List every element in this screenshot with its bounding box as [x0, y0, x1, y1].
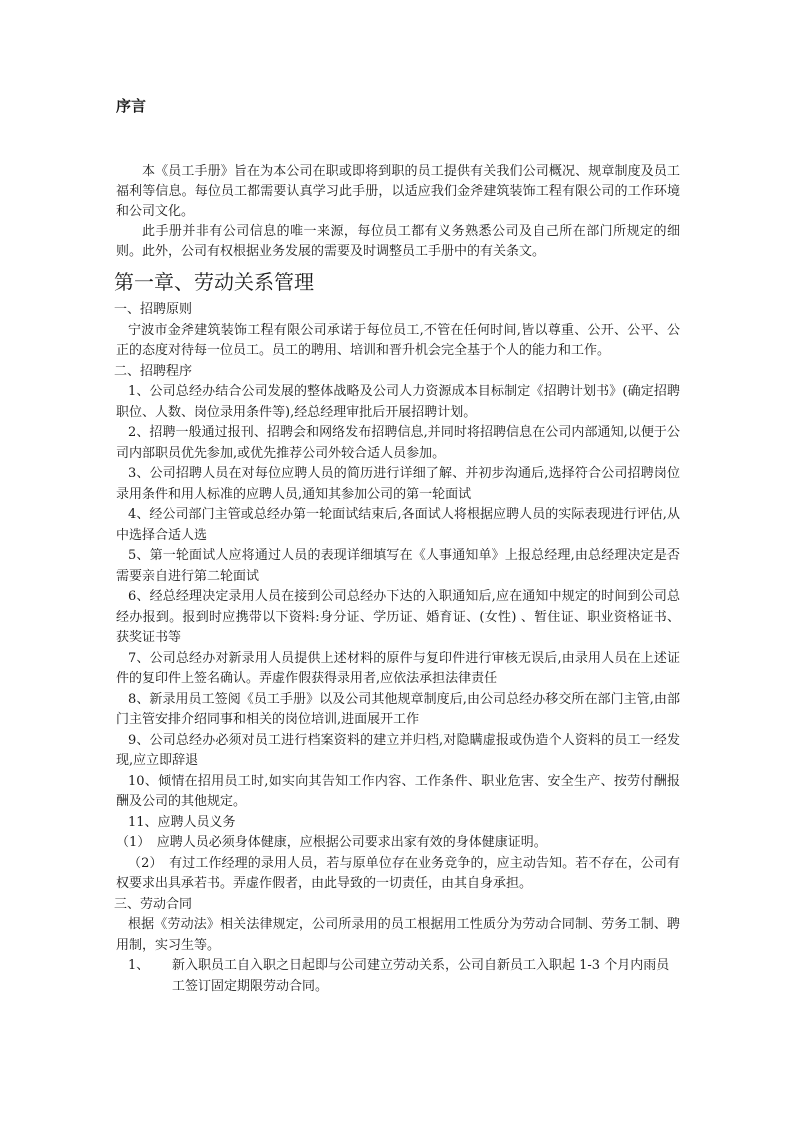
labor-contract-item-text: 新入职员工自入职之日起即与公司建立劳动关系，公司自新员工入职起 1-3 个月内雨员工签订固定期限劳动合同。 [172, 958, 670, 994]
preface-body [116, 162, 680, 262]
procedure-item-5: 5、第一轮面试人应将通过人员的表现详细填写在《人事通知单》上报总经理,由总经理决定是否需要亲自进行第二轮面试 [116, 548, 680, 584]
applicant-duty-2: （2） 有过工作经理的录用人员，若与原单位存在业务竞争的，应主动告知。若不存在，公司有权要求出具承若书。弄虚作假者，由此导致的一切责任，由其自身承担。 [116, 855, 680, 891]
preface-title: 序言 [116, 97, 147, 115]
preface-paragraph-2: 此手册并非有公司信息的唯一来源，每位员工都有义务熟悉公司及自己所在部门所规定的细则。此外，公司有权根据业务发展的需要及时调整员工手册中的有关条文。 [116, 224, 680, 259]
procedure-item-2: 2、招聘一般通过报刊、招聘会和网络发布招聘信息,并同时将招聘信息在公司内部通知,以便于公司内部职员优先参加,或优先推荐公司外较合适人员参加。 [116, 425, 680, 461]
preface-paragraph-1: 本《员工手册》旨在为本公司在职或即将到职的员工提供有关我们公司概况、规章制度及员工福利等信息。每位员工都需要认真学习此手册，以适应我们金斧建筑装饰工程有限公司的工作环境和公司文化。 [116, 164, 680, 219]
procedure-item-1: 1、公司总经办结合公司发展的整体战略及公司人力资源成本目标制定《招聘计划书》(确定招聘职位、人数、岗位录用条件等),经总经理审批后开展招聘计划。 [116, 384, 680, 420]
procedure-item-9: 9、公司总经办必须对员工进行档案资料的建立并归档,对隐瞒虚报或伪造个人资料的员工一经发现,应立即辞退 [116, 732, 680, 768]
procedure-item-10: 10、倾情在招用员工时,如实向其告知工作内容、工作条件、职业危害、安全生产、按劳付酬报酬及公司的其他规定。 [116, 773, 680, 809]
applicant-duty-1: （1） 应聘人员必须身体健康，应根据公司要求出家有效的身体健康证明。 [116, 835, 547, 850]
procedure-item-8: 8、新录用员工签阅《员工手册》以及公司其他规章制度后,由公司总经办移交所在部门主管,由部门主管安排介绍同事和相关的岗位培训,进面展开工作 [116, 691, 680, 727]
labor-contract-item-1 [116, 956, 680, 997]
recruitment-principles-text: 宁波市金斧建筑装饰工程有限公司承诺于每位员工,不管在任何时间,皆以尊重、公开、公平、公正的态度对待每一位员工。员工的聘用、培训和晋升机会完全基于个人的能力和工作。 [116, 322, 680, 358]
labor-contract-item-number: 1、 [128, 958, 150, 973]
document-page [116, 96, 680, 997]
procedure-item-3: 3、公司招聘人员在对每位应聘人员的简历进行详细了解、并初步沟通后,选择符合公司招聘岗位录用条件和用人标准的应聘人员,通知其参加公司的第一轮面试 [116, 466, 680, 502]
section-heading-recruitment-principles: 一、招聘原则 [114, 302, 193, 317]
procedure-item-4: 4、经公司部门主管或总经办第一轮面试结束后,各面试人将根据应聘人员的实际表现进行评估,从中选择合适人选 [116, 507, 680, 543]
chapter-title: 第一章、劳动关系管理 [114, 270, 314, 294]
section-heading-labor-contract: 三、劳动合同 [114, 896, 193, 912]
labor-contract-text: 根据《劳动法》相关法律规定，公司所录用的员工根据用工性质分为劳动合同制、劳务工制、聘用制，实习生等。 [116, 917, 680, 953]
section-heading-recruitment-procedure: 二、招聘程序 [114, 363, 193, 379]
procedure-item-11: 11、应聘人员义务 [128, 814, 236, 830]
procedure-item-7: 7、公司总经办对新录用人员提供上述材料的原件与复印件进行审核无误后,由录用人员在上述证件的复印件上签名确认。弄虚作假获得录用者,应依法承担法律责任 [116, 650, 680, 686]
procedure-item-6: 6、经总经理决定录用人员在接到公司总经办下达的入职通知后,应在通知中规定的时间到公司总经办报到。报到时应携带以下资料:身分证、学历证、婚育证、(女性) 、暂住证、职业资格证书、获奖证书等 [116, 589, 680, 645]
